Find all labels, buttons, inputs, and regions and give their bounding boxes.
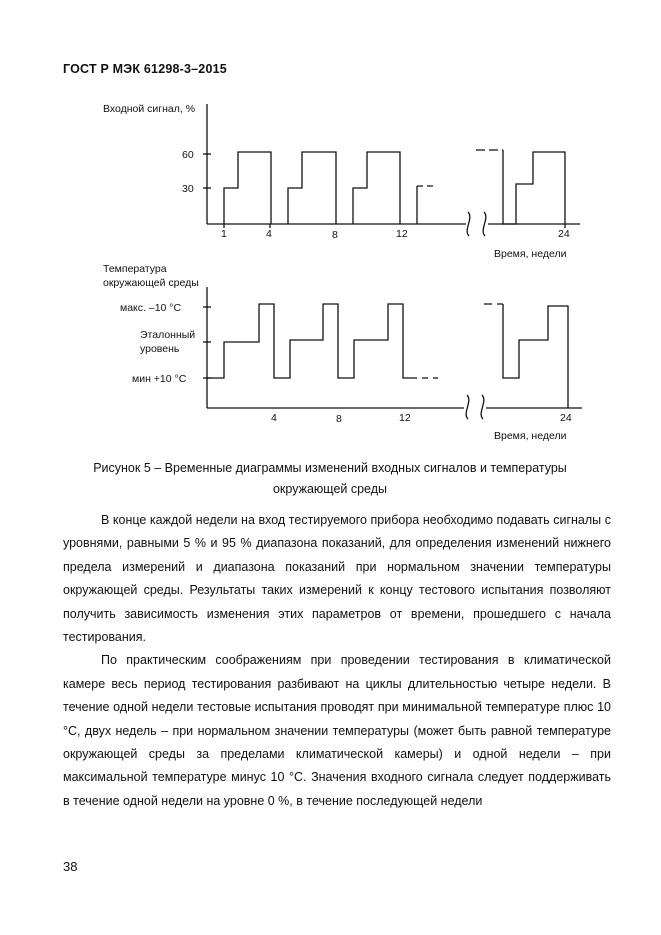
top-tick-30: 30 — [182, 183, 194, 195]
top-tick-60: 60 — [182, 149, 194, 161]
bottom-tick-x12: 12 — [399, 412, 411, 424]
bottom-y-axis-label-line2: окружающей среды — [103, 277, 199, 289]
bottom-tick-min: мин +10 °С — [132, 373, 187, 385]
top-signal-cycle-1 — [224, 152, 271, 224]
bottom-tick-x4: 4 — [271, 412, 277, 424]
caption-line-1: Рисунок 5 – Временные диаграммы изменений входных сигналов и температуры — [93, 461, 567, 475]
bottom-tick-x24: 24 — [560, 412, 572, 424]
bottom-temperature-cycle-end — [503, 304, 568, 408]
top-tick-x12: 12 — [396, 228, 408, 240]
paragraph-1: В конце каждой недели на вход тестируемого прибора необходимо подавать сигналы с уровнями, равными 5 % и 95 % диапазона показаний, для определения изменений нижнего предела измерений и диапазона показаний при нормальном значении температуры окружающей среды. Результаты таких измерений к концу тестового испытания позволяют получить зависимость изменения этих параметров от времени, прошедшего с начала тестирования. — [63, 513, 611, 645]
bottom-tick-x8: 8 — [336, 413, 342, 425]
top-signal-cycle-3 — [353, 152, 400, 224]
paragraph-2: По практическим соображениям при проведении тестирования в климатической камере весь период тестирования разбивают на циклы длительностью четыре недели. В течение одной недели тестовые испытания проводят при минимальной температуре плюс 10 °С, двух недель – при нормальном значении температуры (может быть равной температуре окружающей среды за пределами климатической камеры) и одной недели – при максимальной температуре минус 10 °С. Значения входного сигнала следует поддерживать в течение одной недели на уровне 0 %, в течение последующей недели — [63, 653, 611, 808]
top-tick-x8: 8 — [332, 229, 338, 241]
top-tick-x24: 24 — [558, 228, 570, 240]
bottom-tick-ref-line1: Эталонный — [140, 329, 196, 341]
bottom-x-axis-label: Время, недели — [494, 430, 567, 442]
top-tick-x1: 1 — [221, 228, 227, 240]
body-text — [63, 509, 611, 813]
page-number: 38 — [63, 859, 78, 874]
bottom-y-axis-label-line1: Температура — [103, 263, 167, 275]
bottom-tick-max: макс. –10 °С — [120, 302, 182, 314]
bottom-temperature-cycles — [207, 304, 411, 378]
top-signal-cycle-end — [503, 150, 565, 224]
caption-line-2: окружающей среды — [272, 482, 388, 496]
document-header: ГОСТ Р МЭК 61298-3–2015 — [63, 62, 227, 76]
figure-caption — [60, 458, 600, 500]
top-tick-x4: 4 — [266, 228, 272, 240]
top-x-axis-label: Время, недели — [494, 248, 567, 260]
figure-timing-diagrams — [0, 0, 661, 460]
bottom-tick-ref-line2: уровень — [140, 343, 180, 355]
top-y-axis-label: Входной сигнал, % — [103, 103, 196, 115]
top-signal-cycle-2 — [288, 152, 336, 224]
